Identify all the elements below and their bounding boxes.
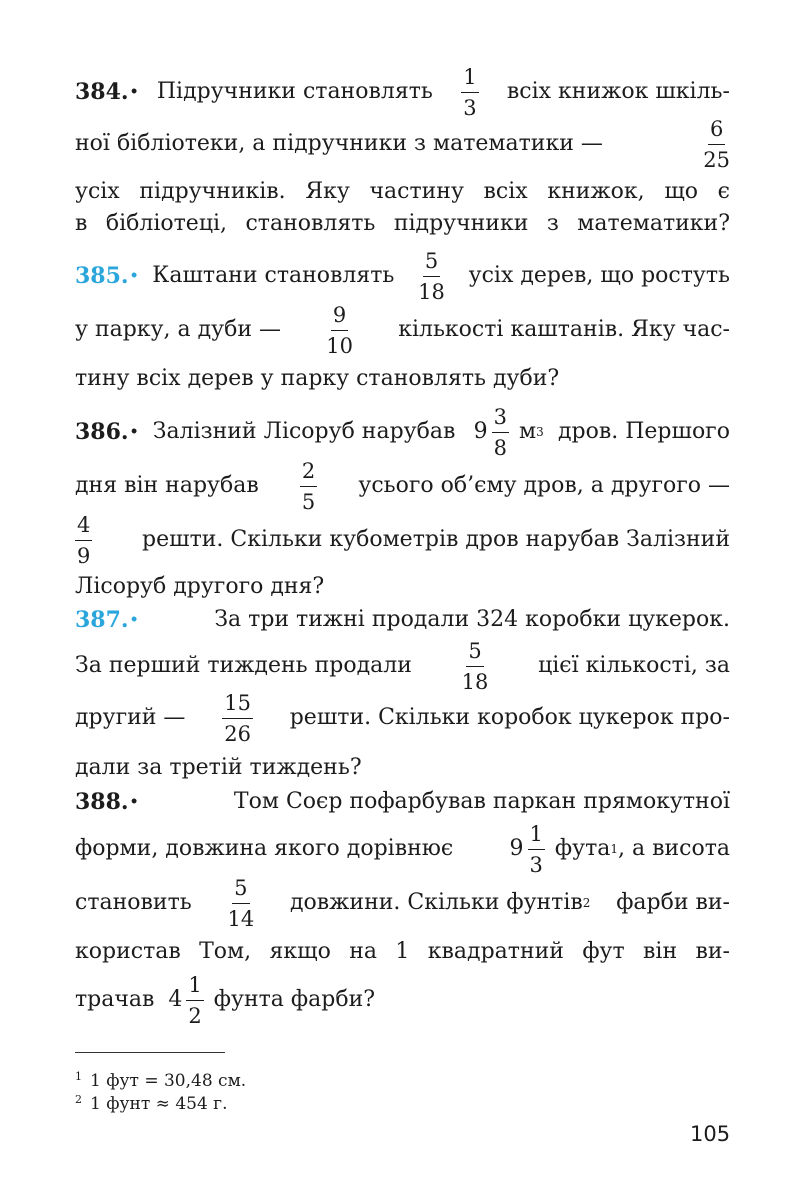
text: трачав [75, 987, 155, 1012]
fraction: $\frac{5}{18}$ [461, 638, 489, 694]
text: Каштани становлять [152, 263, 395, 288]
problem-384-line-3: усіх підручників. Яку частину всіх книжок, що є [75, 179, 730, 204]
text: у парку, а дуби — [75, 317, 281, 342]
bullet-dot-icon: • [129, 84, 139, 100]
problem-384-line-2 [75, 110, 730, 178]
problem-385-line-2 [75, 296, 730, 364]
problem-386-line-1: 386. • Залізний Лісоруб нарубав 9 $\frac{3}{8}$ м 3 дров. Першого [75, 404, 730, 460]
text: кількості каштанів. Яку час- [398, 317, 730, 342]
problem-384-line-4: в бібліотеці, становлять підручники з математики? [75, 211, 730, 236]
fraction: $\frac{4}{9}$ [77, 512, 91, 568]
fraction: $\frac{1}{3}$ [463, 64, 477, 120]
problem-number: 387. [75, 607, 129, 633]
footnote-2: $^2$ 1 фунт ≈ 454 г. [75, 1093, 228, 1114]
text: За три тижні продали 324 коробки цукерок. [214, 607, 730, 632]
text: Том Соєр пофарбував паркан прямокутної [233, 789, 730, 814]
bullet-dot-icon: • [129, 794, 139, 810]
fraction: $\frac{1}{3}$ [529, 821, 543, 877]
problem-number: 386. [75, 419, 129, 445]
text: Підручники становлять [156, 79, 433, 104]
text: решти. Скільки кубометрів дров нарубав Залізний [142, 527, 730, 552]
problem-387-line-3 [75, 684, 730, 752]
bullet-dot-icon: • [129, 612, 139, 628]
text: другий — [75, 705, 186, 730]
text: Залізний Лісоруб нарубав [152, 419, 456, 444]
bullet-dot-icon: • [129, 268, 139, 284]
footnote-1: $^1$ 1 фут = 30,48 см. [75, 1070, 247, 1091]
problem-388-line-5 [75, 966, 730, 1034]
problem-388-line-3: становить $\frac{5}{14}$ довжини. Скільки фунтів 2 фарби ви- [75, 875, 730, 931]
problem-386-line-4: Лісоруб другого дня? [75, 574, 325, 599]
unit: м [518, 419, 537, 444]
fraction: $\frac{5}{18}$ [418, 248, 445, 304]
fraction: $\frac{6}{25}$ [703, 116, 730, 172]
text: дня він нарубав [75, 473, 259, 498]
page-number: 105 [690, 1122, 731, 1146]
problem-388-line-4: користав Том, якщо на 1 квадратний фут він ви- [75, 939, 730, 964]
problem-386-line-3 [75, 506, 730, 574]
problem-number: 384. [75, 79, 129, 105]
fraction: $\frac{15}{26}$ [224, 690, 251, 746]
whole-part: 9 [473, 419, 488, 444]
text: дров. Першого [557, 419, 730, 444]
fraction: $\frac{2}{5}$ [301, 458, 316, 514]
text: становить [75, 890, 192, 915]
text: решти. Скільки коробок цукерок про- [289, 705, 730, 730]
problem-number: 385. [75, 263, 129, 289]
problem-387-line-1 [75, 606, 730, 634]
problem-387-line-4: дали за третій тиждень? [75, 755, 362, 780]
text: усіх дерев, що ростуть [468, 263, 730, 288]
text: фарби ви- [616, 890, 730, 915]
whole-part: 4 [168, 987, 183, 1012]
text: всіх книжок шкіль- [506, 79, 730, 104]
fraction: $\frac{5}{14}$ [227, 875, 255, 931]
text: ної бібліотеки, а підручники з математики — [75, 131, 603, 156]
fraction: $\frac{3}{8}$ [493, 404, 507, 460]
text: , а висота [618, 836, 730, 861]
bullet-dot-icon: • [129, 424, 139, 440]
fraction: $\frac{1}{2}$ [188, 972, 202, 1028]
text: форми, довжина якого дорівнює [75, 836, 454, 861]
text: усього об’єму дров, а другого — [358, 473, 730, 498]
text: фунта фарби? [213, 987, 376, 1012]
whole-part: 9 [509, 836, 524, 861]
footnote-divider [75, 1052, 225, 1053]
text: цієї кількості, за [538, 653, 730, 678]
problem-385-line-3: тину всіх дерев у парку становлять дуби? [75, 366, 560, 391]
fraction: $\frac{9}{10}$ [326, 302, 353, 358]
problem-number: 388. [75, 789, 129, 815]
text: довжини. Скільки фунтів [289, 890, 583, 915]
text: За перший тиждень продали [75, 653, 412, 678]
unit: фута [554, 836, 611, 861]
problem-388-line-1 [75, 788, 730, 816]
problem-388-line-2: форми, довжина якого дорівнює 9 $\frac{1}{3}$ фута 1 , а висота [75, 821, 730, 877]
